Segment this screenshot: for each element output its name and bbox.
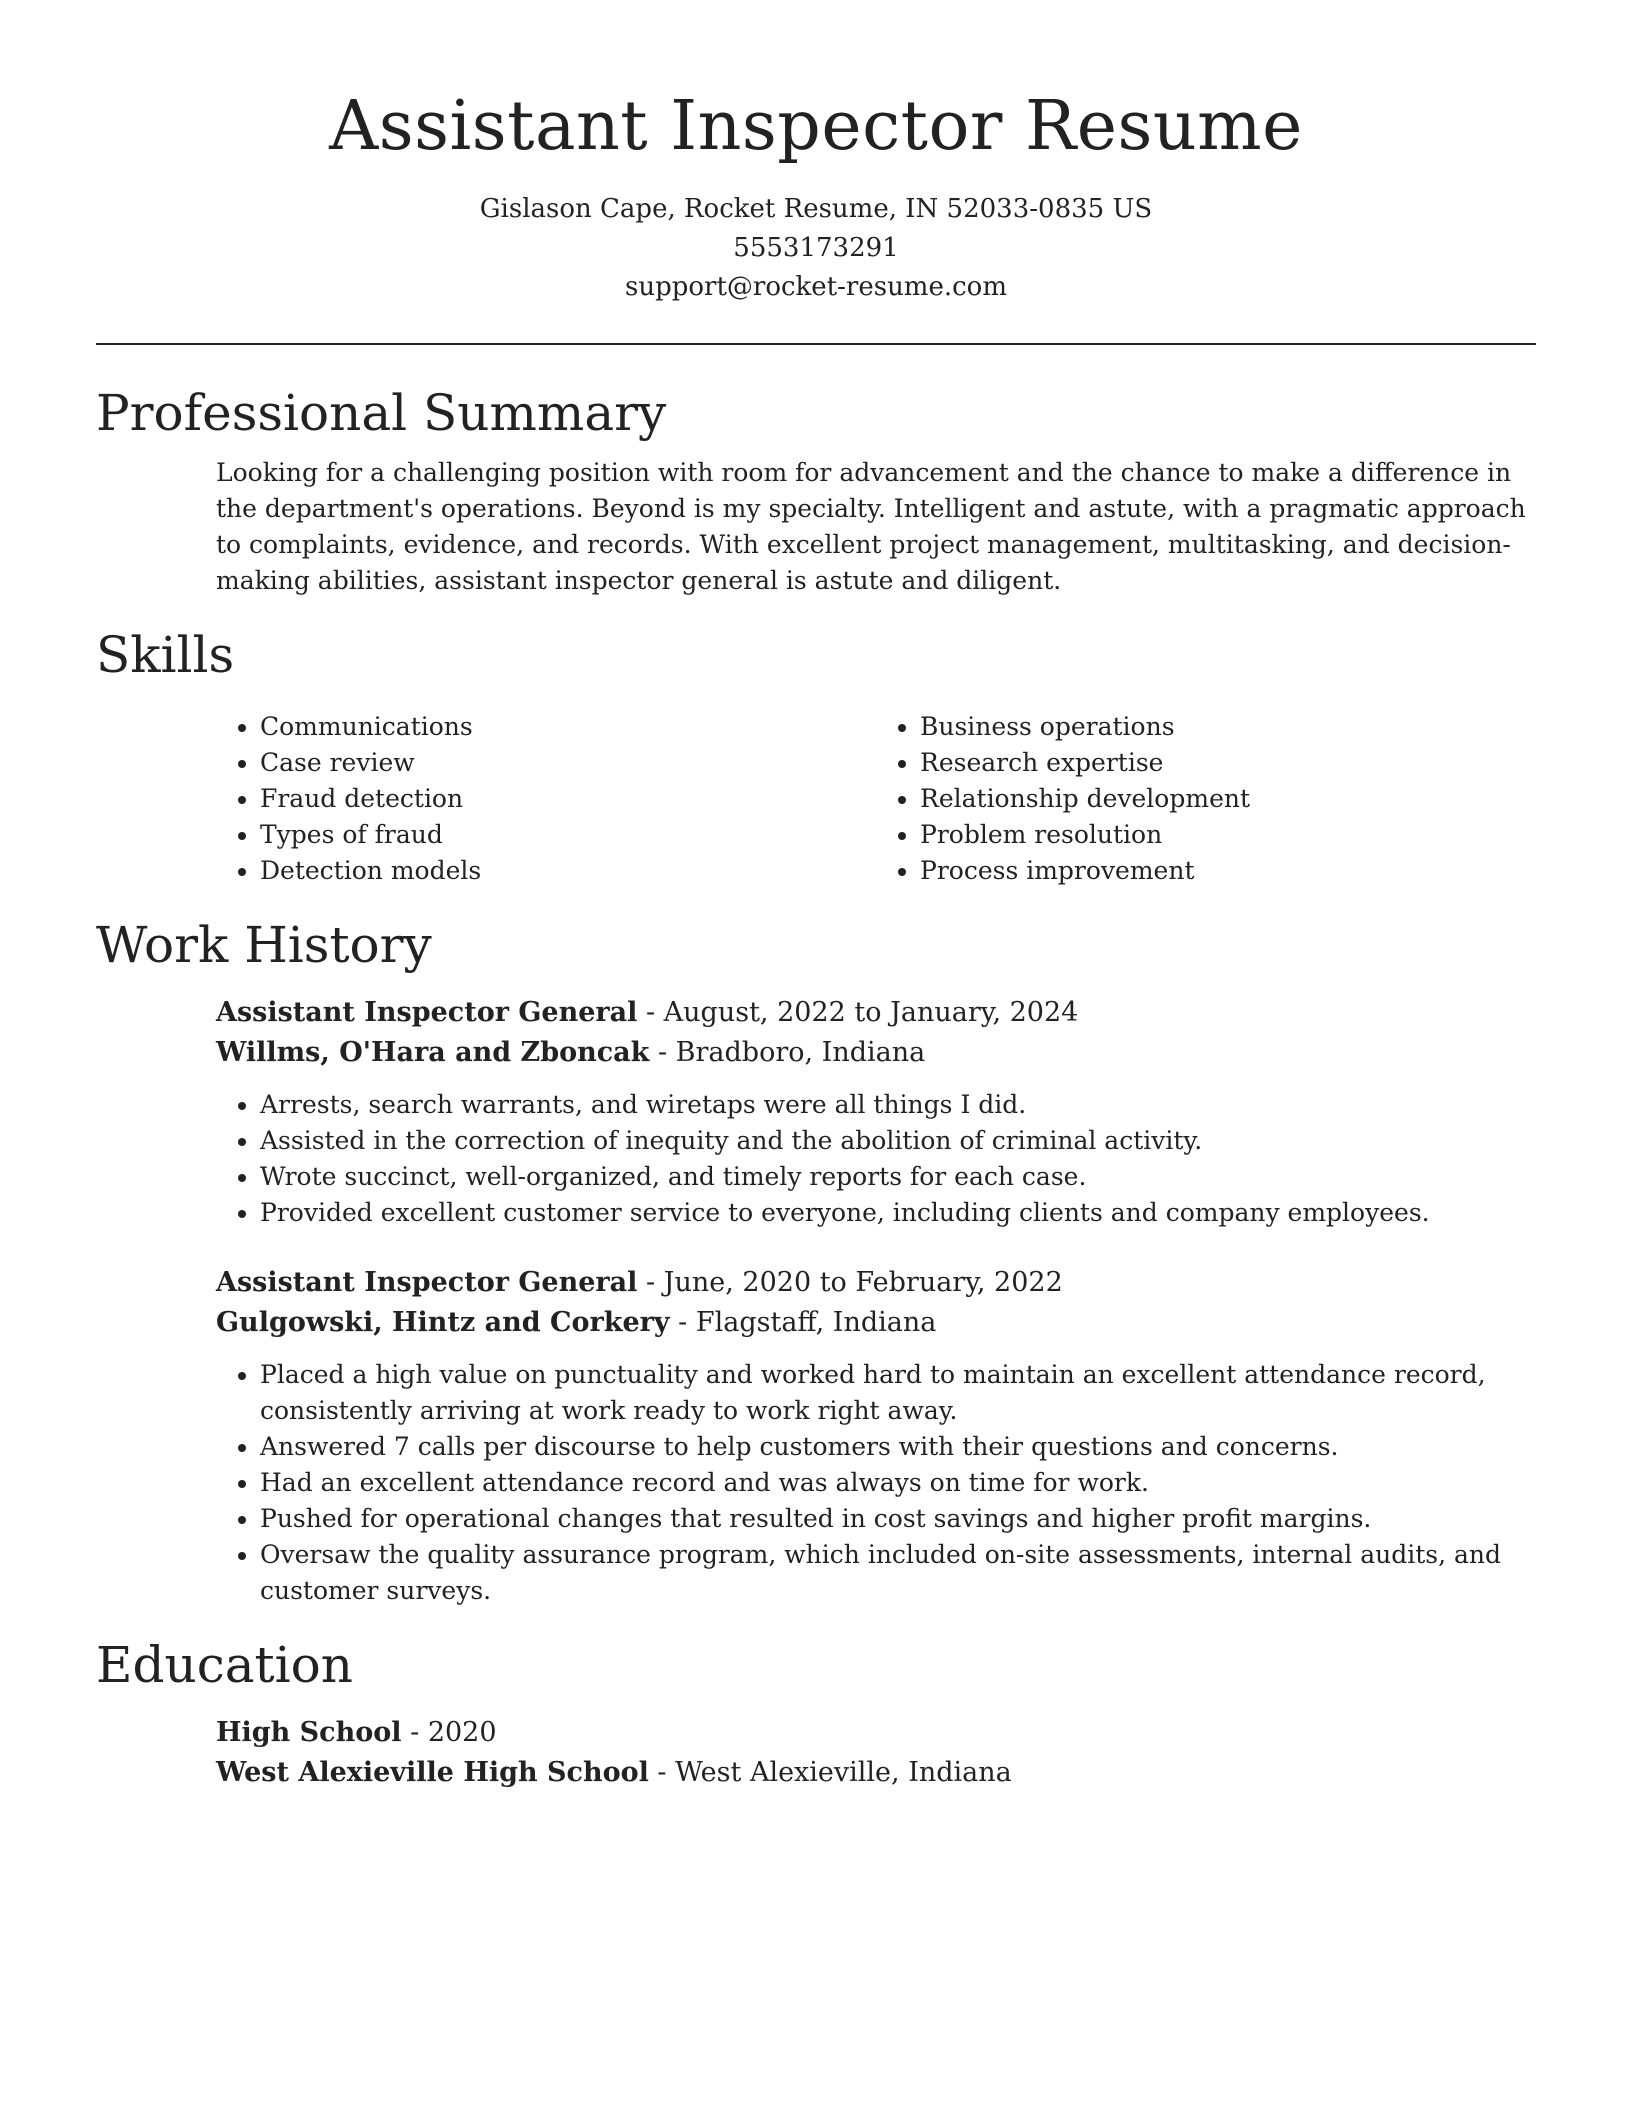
job-bullet: • Provided excellent customer service to everyone, including clients and company employees. bbox=[260, 1195, 1536, 1231]
skills-grid bbox=[216, 709, 1536, 889]
skill-item: • Detection models bbox=[260, 853, 876, 889]
skills-heading: Skills bbox=[96, 626, 235, 684]
job-company-line bbox=[216, 1303, 1536, 1343]
job-entry bbox=[216, 1263, 1536, 1609]
job-title-line bbox=[216, 1263, 1536, 1303]
job-company: Gulgowski, Hintz and Corkery bbox=[216, 1307, 670, 1338]
skill-item: • Fraud detection bbox=[260, 781, 876, 817]
skills-column-right bbox=[876, 709, 1536, 889]
job-company-line bbox=[216, 1033, 1536, 1073]
job-bullet: • Wrote succinct, well-organized, and timely reports for each case. bbox=[260, 1159, 1536, 1195]
skills-section bbox=[96, 709, 1536, 889]
skill-item: • Problem resolution bbox=[920, 817, 1536, 853]
job-dates: - August, 2022 to January, 2024 bbox=[637, 997, 1079, 1028]
summary-text: Looking for a challenging position with room for advancement and the chance to make a difference in the department's operations. Beyond is my specialty. Intelligent and astute, with a pragmatic approach to complaints, evidence, and records. With excellent project management, multitasking, and decision-making abilities, assistant inspector general is astute and diligent. bbox=[216, 458, 1526, 595]
job-bullet: • Had an excellent attendance record and was always on time for work. bbox=[260, 1465, 1536, 1501]
skill-item: • Research expertise bbox=[920, 745, 1536, 781]
education-degree-line bbox=[216, 1713, 1536, 1753]
job-location: - Bradboro, Indiana bbox=[649, 1037, 926, 1068]
summary-section bbox=[96, 455, 1536, 599]
job-dates: - June, 2020 to February, 2022 bbox=[637, 1267, 1063, 1298]
skill-item: • Process improvement bbox=[920, 853, 1536, 889]
job-role: Assistant Inspector General bbox=[216, 1267, 638, 1298]
job-bullet: • Answered 7 calls per discourse to help customers with their questions and concerns. bbox=[260, 1429, 1536, 1465]
job-title-line bbox=[216, 993, 1536, 1033]
education-location: - West Alexieville, Indiana bbox=[648, 1757, 1012, 1788]
job-entry bbox=[216, 993, 1536, 1231]
education-degree: High School bbox=[216, 1717, 402, 1748]
job-location: - Flagstaff, Indiana bbox=[669, 1307, 937, 1338]
job-bullets bbox=[216, 1087, 1536, 1231]
job-role: Assistant Inspector General bbox=[216, 997, 638, 1028]
header-divider bbox=[96, 343, 1536, 345]
job-bullet: • Pushed for operational changes that resulted in cost savings and higher profit margins. bbox=[260, 1501, 1536, 1537]
education-section bbox=[96, 1713, 1536, 1793]
skill-item: • Types of fraud bbox=[260, 817, 876, 853]
education-entry bbox=[216, 1713, 1536, 1793]
education-year: - 2020 bbox=[401, 1717, 497, 1748]
education-school: West Alexieville High School bbox=[216, 1757, 649, 1788]
contact-block bbox=[96, 190, 1536, 307]
skill-item: • Communications bbox=[260, 709, 876, 745]
work-history-heading: Work History bbox=[96, 916, 432, 974]
work-history-section bbox=[96, 993, 1536, 1609]
resume-title: Assistant Inspector Resume bbox=[329, 87, 1303, 166]
resume-header bbox=[96, 0, 1536, 307]
job-bullet: • Assisted in the correction of inequity and the abolition of criminal activity. bbox=[260, 1123, 1536, 1159]
job-bullet: • Placed a high value on punctuality and worked hard to maintain an excellent attendance record, consistently arriving at work ready to work right away. bbox=[260, 1357, 1536, 1429]
job-bullet: • Oversaw the quality assurance program, which included on-site assessments, internal audits, and customer surveys. bbox=[260, 1537, 1536, 1609]
education-school-line bbox=[216, 1753, 1536, 1793]
summary-heading: Professional Summary bbox=[96, 384, 667, 442]
job-company: Willms, O'Hara and Zboncak bbox=[216, 1037, 650, 1068]
job-bullets bbox=[216, 1357, 1536, 1609]
job-bullet: • Arrests, search warrants, and wiretaps were all things I did. bbox=[260, 1087, 1536, 1123]
skill-item: • Business operations bbox=[920, 709, 1536, 745]
contact-address: Gislason Cape, Rocket Resume, IN 52033-0835 US bbox=[479, 194, 1153, 224]
skill-item: • Case review bbox=[260, 745, 876, 781]
contact-email: support@rocket-resume.com bbox=[624, 272, 1007, 302]
skills-column-left bbox=[216, 709, 876, 889]
contact-phone: 5553173291 bbox=[733, 233, 899, 263]
skill-item: • Relationship development bbox=[920, 781, 1536, 817]
education-heading: Education bbox=[96, 1636, 353, 1694]
